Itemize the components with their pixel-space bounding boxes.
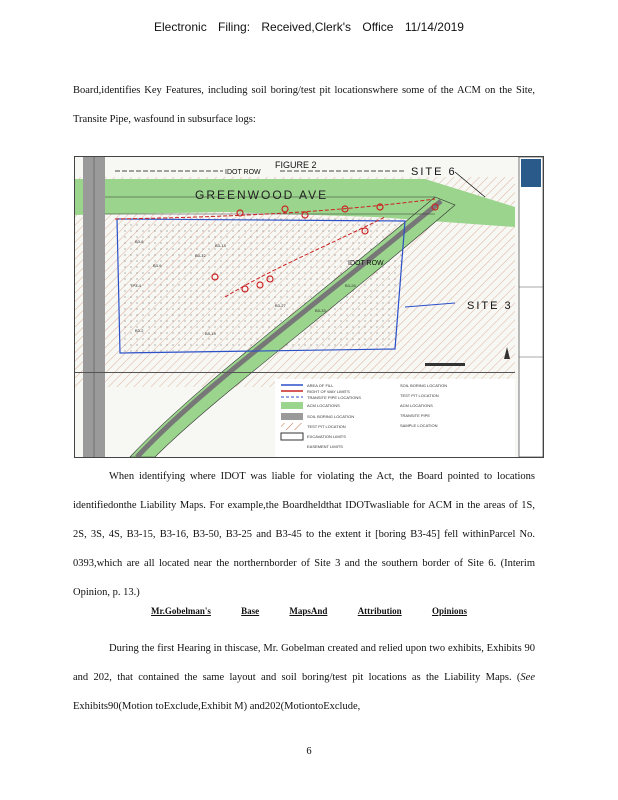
figure-2-map bbox=[74, 156, 544, 458]
svg-text:B3-8: B3-8 bbox=[135, 239, 144, 244]
subheading-word: Mr.Gobelman's bbox=[151, 606, 211, 616]
legend-label: RIGHT OF WAY LIMITS bbox=[307, 389, 350, 394]
svg-text:TP3-4: TP3-4 bbox=[130, 283, 141, 288]
svg-text:B3-27: B3-27 bbox=[275, 303, 286, 308]
paragraph-3-main: During the first Hearing in thiscase, Mr. Gobelman created and relied upon two exhibits, Exhibits 90 and 202, that contained the same layout and soil boring/test pit locations as the Liability Maps. ( bbox=[73, 643, 535, 683]
figure-title: FIGURE 2 bbox=[275, 160, 317, 170]
svg-text:B3-2: B3-2 bbox=[135, 328, 144, 333]
title-block bbox=[519, 157, 543, 457]
subheading-word: Attribution bbox=[357, 606, 402, 616]
section-subheading bbox=[0, 606, 618, 616]
paragraph-2: When identifying where IDOT was liable for violating the Act, the Board pointed to locations identifiedonthe Liability Maps. For example,the Boardheldthat IDOTwasliable for ACM in the areas of 1S, 2S, 3S, 4S, B3-15, B3-16, B3-50, B3-25 and B3-45 to the extent it [boring B3-45] fell withinParcel No. 0393,which are all located near the northernborder of Site 3 and the southern border of Site 6. (Interim Opinion, p. 13.) bbox=[73, 471, 535, 598]
legend-label: AREA OF FILL bbox=[307, 383, 334, 388]
idot-row-top-label: IDOT ROW bbox=[225, 169, 261, 176]
paragraph-1: Board,identifies Key Features, including soil boring/test pit locationswhere some of the ACM on the Site, Transite Pipe, wasfound in subsurface logs: bbox=[73, 85, 535, 125]
page-number: 6 bbox=[306, 746, 312, 757]
see-signal: See bbox=[520, 672, 535, 683]
svg-text:SAMPLE LOCATION: SAMPLE LOCATION bbox=[400, 423, 438, 428]
legend-label: ACM LOCATIONS bbox=[307, 403, 340, 408]
svg-text:B3-19: B3-19 bbox=[205, 331, 216, 336]
legend-label: TEST PIT LOCATION bbox=[307, 424, 346, 429]
subheading-word: MapsAnd bbox=[289, 606, 328, 616]
svg-text:ACM LOCATIONS: ACM LOCATIONS bbox=[400, 403, 433, 408]
svg-text:B3-33: B3-33 bbox=[315, 308, 326, 313]
paragraph-3 bbox=[73, 634, 535, 721]
svg-text:B3-12: B3-12 bbox=[195, 253, 206, 258]
idot-row-right-label: IDOT ROW bbox=[348, 260, 384, 267]
legend-label: TRANSITE PIPE LOCATIONS bbox=[307, 395, 361, 400]
legend-label: SOIL BORING LOCATION bbox=[307, 414, 355, 419]
legend-label: EASEMENT LIMITS bbox=[307, 444, 343, 449]
site-3-label: SITE 3 bbox=[467, 300, 513, 312]
site-6-label: SITE 6 bbox=[411, 166, 457, 178]
svg-text:SOIL BORING LOCATION: SOIL BORING LOCATION bbox=[400, 383, 448, 388]
road-label: GREENWOOD AVE bbox=[195, 188, 329, 202]
svg-text:TEST PIT LOCATION: TEST PIT LOCATION bbox=[400, 393, 439, 398]
svg-text:B3-13: B3-13 bbox=[215, 243, 226, 248]
svg-text:B3-26: B3-26 bbox=[345, 283, 356, 288]
legend-label: EXCAVATION LIMITS bbox=[307, 434, 346, 439]
subheading-word: Base bbox=[241, 606, 260, 616]
paragraph-3-tail: Exhibits90(Motion toExclude,Exhibit M) and202(MotiontoExclude, bbox=[73, 701, 361, 712]
svg-text:TRANSITE PIPE: TRANSITE PIPE bbox=[400, 413, 431, 418]
filing-header: Electronic Filing: Received,Clerk's Office 11/14/2019 bbox=[154, 20, 464, 34]
subheading-word: Opinions bbox=[431, 606, 467, 616]
svg-text:B3-9: B3-9 bbox=[153, 263, 162, 268]
